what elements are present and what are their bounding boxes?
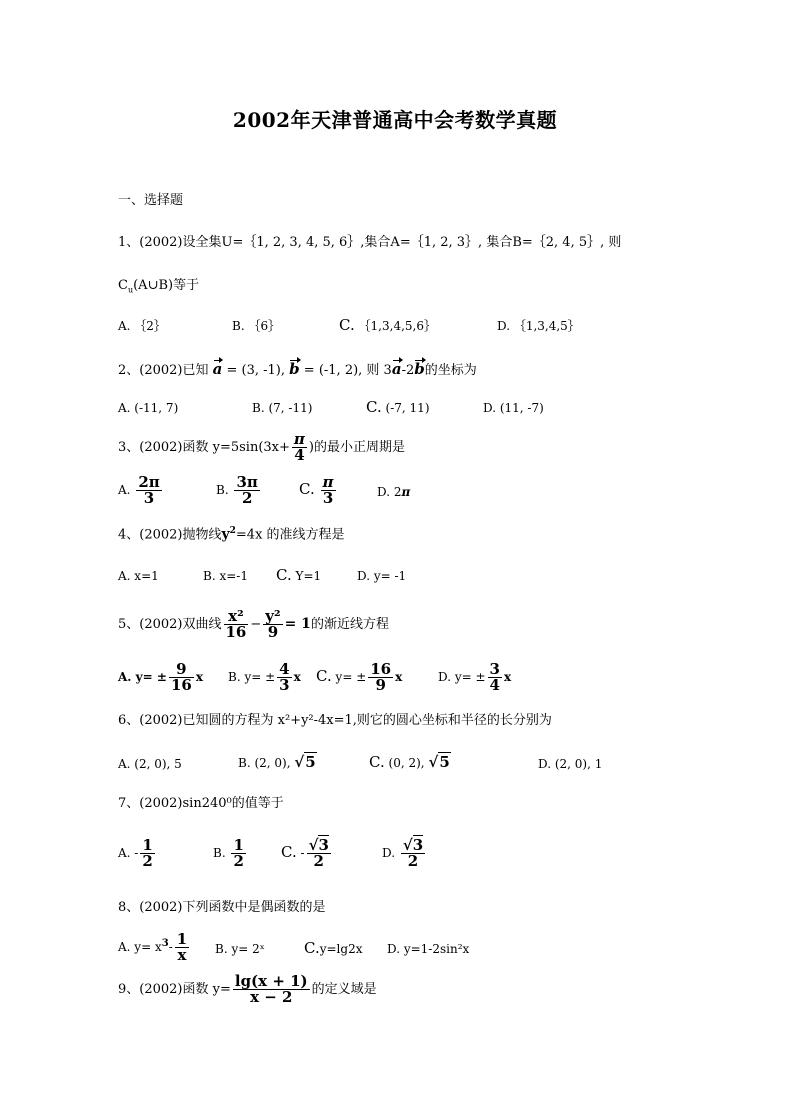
q8-option-a-fraction bbox=[175, 932, 189, 963]
q5-minus: − bbox=[250, 617, 262, 632]
question-5-stem bbox=[118, 609, 389, 640]
q3-option-d-pi: π bbox=[401, 485, 411, 499]
q5-option-a-numerator: 9 bbox=[176, 660, 187, 678]
q7-option-c-radicand: 3 bbox=[318, 836, 329, 854]
q2-stem-minus: -2 bbox=[401, 363, 415, 378]
q4-option-b: B. x=-1 bbox=[203, 569, 248, 583]
q7-option-c-letter: C. bbox=[281, 843, 297, 861]
q5-fraction-x bbox=[224, 609, 249, 640]
q2-option-c-letter: C. bbox=[366, 398, 382, 416]
question-2-stem bbox=[118, 362, 477, 377]
q1-option-b: B. ｛6｝ bbox=[232, 319, 281, 333]
q3-option-a-denominator: 3 bbox=[136, 490, 161, 506]
q7-option-b-label: B. bbox=[213, 846, 226, 860]
q7-option-a-denominator: 2 bbox=[142, 852, 153, 870]
q5-option-d-fraction bbox=[488, 662, 502, 693]
q3-option-c-fraction bbox=[321, 475, 336, 506]
q7-option-b bbox=[213, 838, 248, 869]
q5-equals-one: = 1 bbox=[284, 616, 311, 632]
q7-option-a-fraction bbox=[140, 838, 154, 869]
q3-stem-pre: 3、(2002)函数 y=5sin(3x+ bbox=[118, 440, 290, 455]
complement-symbol: C bbox=[118, 278, 128, 293]
q8-option-b: B. y= 2ˣ bbox=[215, 942, 265, 956]
q5-stem-pre: 5、(2002)双曲线 bbox=[118, 617, 222, 632]
vector-a: a bbox=[212, 360, 223, 378]
question-1-stem: 1、(2002)设全集U=｛1, 2, 3, 4, 5, 6｝,集合A=｛1, 2, 3｝, 集合B=｛2, 4, 5｝, 则 bbox=[118, 235, 622, 250]
q9-fraction-denominator: x − 2 bbox=[233, 989, 310, 1005]
q8-option-c-letter: C. bbox=[304, 939, 320, 957]
q4-option-a: A. x=1 bbox=[118, 569, 159, 583]
q8-option-a-minus: - bbox=[168, 940, 173, 954]
q5-fraction-y-denominator: 9 bbox=[263, 624, 282, 640]
question-3-stem bbox=[118, 432, 405, 463]
q3-option-a-numerator: 2π bbox=[138, 473, 160, 491]
q5-stem-post: 的渐近线方程 bbox=[310, 617, 389, 632]
q6-option-d: D. (2, 0), 1 bbox=[538, 757, 603, 771]
q7-option-d bbox=[382, 838, 427, 869]
q3-fraction bbox=[292, 432, 307, 463]
q3-option-d bbox=[377, 486, 410, 498]
q7-option-a-label: A. - bbox=[118, 846, 139, 860]
q5-fraction-y-numerator: y² bbox=[265, 607, 281, 625]
q2-option-d: D. (11, -7) bbox=[483, 401, 544, 415]
vector-b-2: b bbox=[414, 360, 425, 378]
q8-option-a bbox=[118, 932, 191, 963]
question-8-stem: 8、(2002)下列函数中是偶函数的是 bbox=[118, 900, 326, 915]
q2-option-c-text: (-7, 11) bbox=[385, 401, 430, 415]
q1-option-a: A. ｛2｝ bbox=[118, 319, 166, 333]
question-6-stem: 6、(2002)已知圆的方程为 x²+y²-4x=1,则它的圆心坐标和半径的长分别为 bbox=[118, 713, 552, 728]
q5-fraction-x-numerator: x² bbox=[228, 607, 244, 625]
question-9-stem bbox=[118, 974, 377, 1005]
q9-fraction bbox=[233, 974, 310, 1005]
q5-option-d-x: x bbox=[503, 670, 512, 684]
q3-option-c-label: C. bbox=[299, 480, 315, 498]
q9-stem-pre: 9、(2002)函数 y= bbox=[118, 982, 231, 997]
q1-option-c-letter: C. bbox=[339, 316, 355, 334]
q6-option-c-letter: C. bbox=[369, 753, 385, 771]
q4-option-d: D. y= -1 bbox=[357, 569, 407, 583]
q6-option-a: A. (2, 0), 5 bbox=[118, 757, 182, 771]
q5-option-d-denominator: 4 bbox=[489, 676, 500, 694]
q8-option-a-numerator: 1 bbox=[176, 930, 188, 948]
q5-option-b-numerator: 4 bbox=[279, 660, 290, 678]
q5-option-b-label: B. y= ± bbox=[228, 670, 276, 684]
q6-option-c-label: (0, 2), bbox=[388, 756, 425, 770]
q2-stem-pre: 2、(2002)已知 bbox=[118, 363, 209, 378]
q5-option-a-denominator: 16 bbox=[170, 676, 192, 694]
q5-option-a-label: A. y= ± bbox=[118, 670, 167, 684]
section-heading: 一、选择题 bbox=[118, 193, 184, 208]
q6-option-b bbox=[238, 755, 317, 770]
q2-stem-b-value: = (-1, 2), 则 3 bbox=[303, 363, 392, 378]
q7-option-b-numerator: 1 bbox=[233, 836, 244, 854]
q5-fraction-x-denominator: 16 bbox=[225, 623, 247, 641]
q7-option-d-label: D. bbox=[382, 846, 396, 860]
q4-option-c bbox=[276, 568, 321, 583]
q5-option-a-x: x bbox=[195, 670, 203, 684]
q8-option-a-denominator: x bbox=[175, 947, 189, 963]
q7-option-d-denominator: 2 bbox=[401, 853, 425, 869]
q5-option-c bbox=[316, 662, 402, 693]
q3-option-c-numerator: π bbox=[322, 473, 334, 491]
q3-fraction-denominator: 4 bbox=[292, 447, 307, 463]
q7-option-b-fraction bbox=[231, 838, 245, 869]
q9-fraction-numerator: lg(x + 1) bbox=[234, 972, 308, 990]
q8-option-a-label: A. y= x bbox=[118, 940, 162, 954]
q2-option-a: A. (-11, 7) bbox=[118, 401, 179, 415]
q5-option-b-fraction bbox=[277, 662, 291, 693]
q4-stem-post: =4x 的准线方程是 bbox=[235, 527, 345, 543]
vector-b: b bbox=[289, 360, 300, 378]
q5-option-d-label: D. y= ± bbox=[438, 670, 486, 684]
q6-option-c bbox=[369, 755, 451, 770]
q7-option-a bbox=[118, 838, 157, 869]
q4-stem-pre: 4、(2002)抛物线 bbox=[118, 527, 222, 543]
q3-option-b-denominator: 2 bbox=[234, 490, 259, 506]
q5-option-c-letter: C. bbox=[316, 667, 332, 685]
q3-option-c bbox=[299, 475, 338, 506]
q4-option-c-letter: C. bbox=[276, 566, 292, 584]
q3-fraction-numerator: π bbox=[293, 430, 305, 448]
q6-option-b-radicand: 5 bbox=[305, 753, 316, 771]
q3-option-a-fraction bbox=[136, 475, 161, 506]
q7-option-d-numerator: √3 bbox=[402, 836, 424, 854]
q7-option-a-numerator: 1 bbox=[142, 836, 153, 854]
q4-exponent: 2 bbox=[229, 526, 236, 536]
q8-option-c-text: y=lg2x bbox=[319, 942, 363, 956]
q2-option-c bbox=[366, 400, 430, 415]
q2-stem-post: 的坐标为 bbox=[424, 363, 477, 378]
q7-option-c-numerator: √3 bbox=[308, 836, 329, 854]
question-7-stem: 7、(2002)sin240⁰的值等于 bbox=[118, 796, 284, 811]
q7-option-c-fraction bbox=[307, 838, 331, 869]
q3-option-b-numerator: 3π bbox=[236, 473, 258, 491]
q6-option-b-label: B. (2, 0), bbox=[238, 756, 291, 770]
q7-option-d-radicand: 3 bbox=[412, 836, 424, 854]
q5-option-a bbox=[118, 662, 203, 693]
q1-option-c-text: ｛1,3,4,5,6｝ bbox=[358, 319, 436, 333]
q3-option-a bbox=[118, 475, 164, 506]
q5-fraction-y bbox=[263, 609, 282, 640]
q4-y: y bbox=[221, 526, 230, 543]
q5-option-c-numerator: 16 bbox=[370, 660, 392, 678]
q5-option-c-x: x bbox=[395, 670, 403, 684]
q3-stem-post: )的最小正周期是 bbox=[308, 440, 405, 455]
complement-expression: (A∪B)等于 bbox=[133, 278, 200, 293]
q3-option-b bbox=[216, 475, 262, 506]
q6-option-c-sqrt: √5 bbox=[428, 753, 450, 771]
q4-option-c-text: Y=1 bbox=[295, 569, 322, 583]
q5-option-b-denominator: 3 bbox=[279, 676, 290, 694]
q9-stem-post: 的定义域是 bbox=[311, 982, 377, 997]
q1-option-c bbox=[339, 318, 436, 333]
q6-option-c-radicand: 5 bbox=[439, 753, 450, 771]
q5-option-d-numerator: 3 bbox=[489, 660, 500, 678]
q2-stem-a-value: = (3, -1), bbox=[226, 363, 286, 378]
q5-option-b bbox=[228, 662, 301, 693]
q3-option-a-label: A. bbox=[118, 483, 131, 497]
q5-option-c-label: y= ± bbox=[335, 670, 367, 684]
q7-option-c-label: - bbox=[300, 846, 305, 860]
q7-option-b-denominator: 2 bbox=[233, 852, 244, 870]
vector-a-2: a bbox=[391, 360, 402, 378]
q5-option-a-fraction bbox=[169, 662, 194, 693]
q2-option-b: B. (7, -11) bbox=[252, 401, 313, 415]
q7-option-d-fraction bbox=[401, 838, 425, 869]
q8-option-d: D. y=1-2sin²x bbox=[387, 942, 470, 956]
q3-option-b-label: B. bbox=[216, 483, 229, 497]
page-title: 2002年天津普通高中会考数学真题 bbox=[232, 108, 558, 132]
q5-option-b-x: x bbox=[293, 670, 301, 684]
q1-option-d: D. ｛1,3,4,5｝ bbox=[497, 319, 580, 333]
complement-subscript: u bbox=[127, 285, 134, 295]
q8-option-c bbox=[304, 941, 362, 956]
q5-option-c-fraction bbox=[368, 662, 393, 693]
q3-option-c-denominator: 3 bbox=[321, 490, 336, 506]
question-4-stem bbox=[118, 527, 345, 541]
q6-option-b-sqrt: √5 bbox=[294, 753, 316, 771]
q5-option-d bbox=[438, 662, 511, 693]
question-1-stem-continued bbox=[118, 279, 199, 295]
q3-option-b-fraction bbox=[234, 475, 259, 506]
q7-option-c bbox=[281, 838, 333, 869]
q3-option-d-label: D. 2 bbox=[377, 485, 402, 499]
q7-option-c-denominator: 2 bbox=[307, 853, 331, 869]
q8-option-a-exponent: 3 bbox=[161, 938, 169, 949]
q5-option-c-denominator: 9 bbox=[368, 677, 393, 693]
